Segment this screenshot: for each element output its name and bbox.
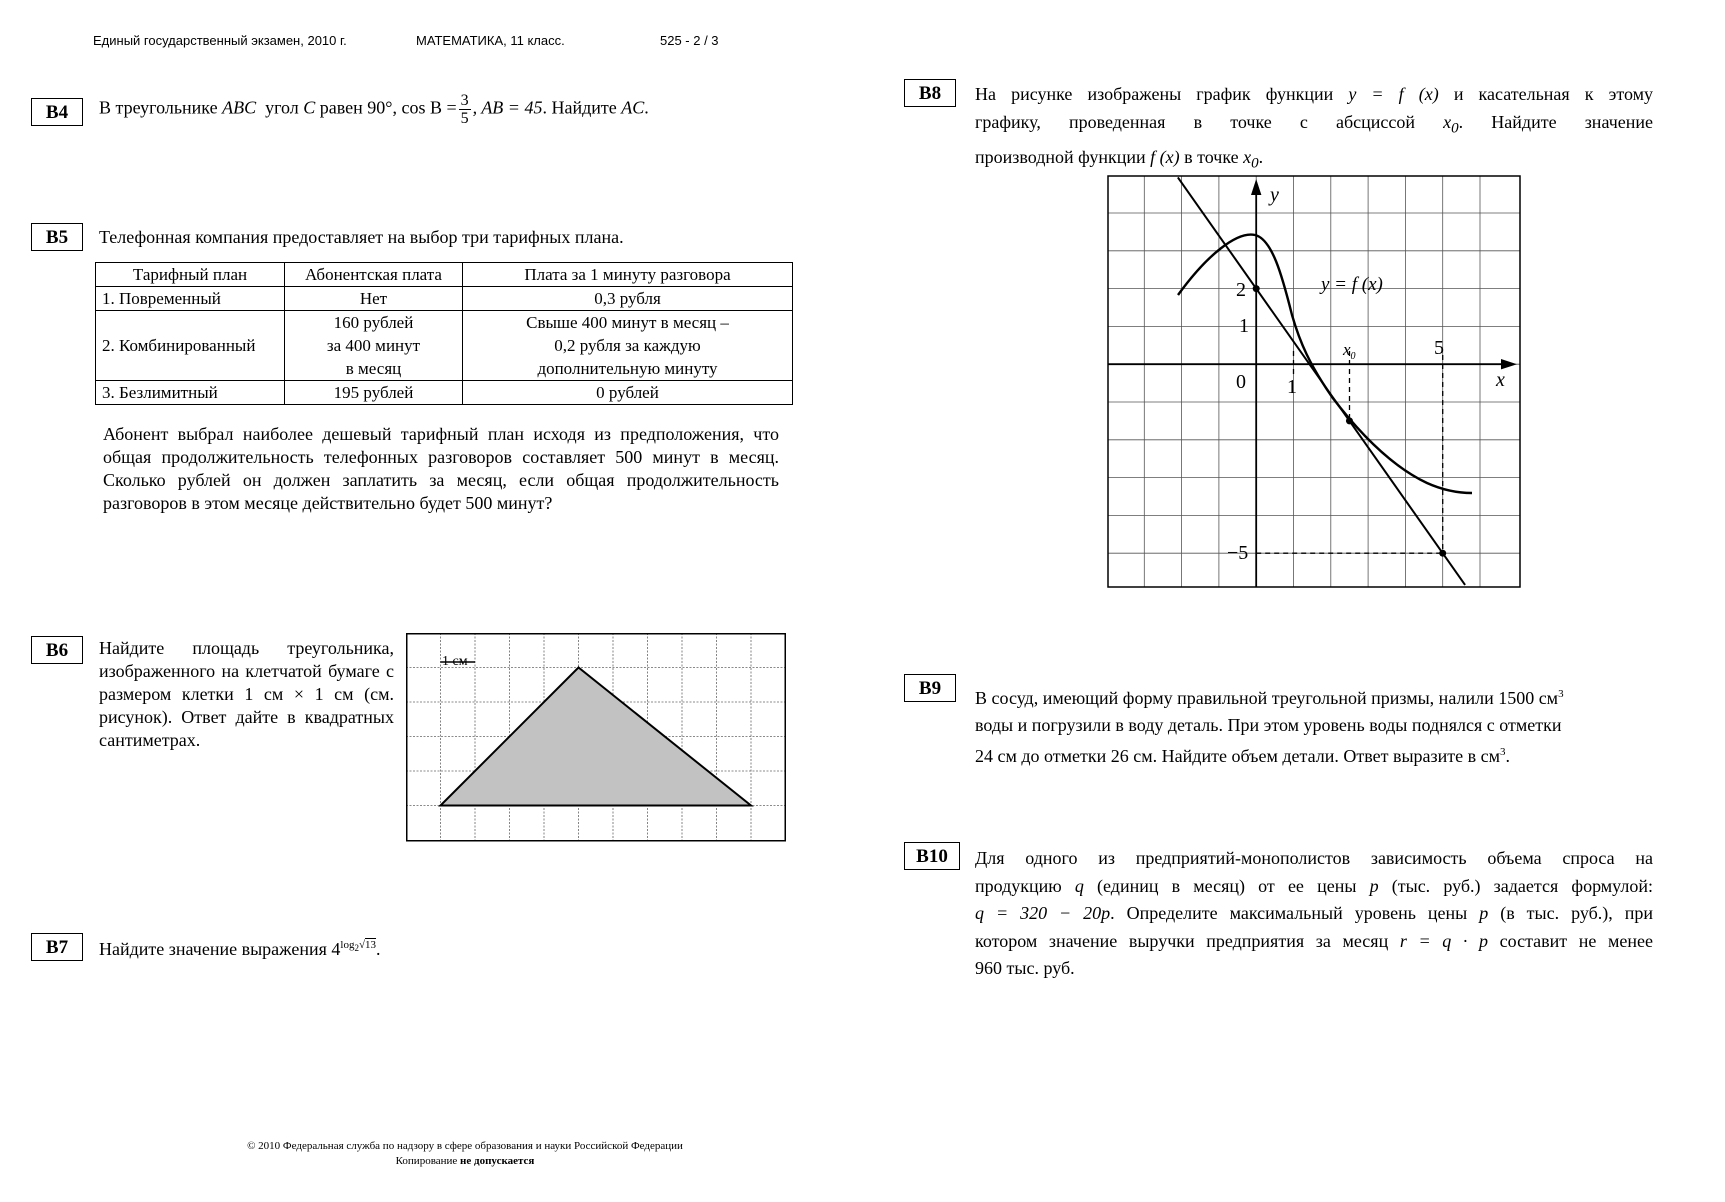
table-cell: 2. Комбинированный [96,311,285,381]
b7-expression: $4^{log_2√13}$ [331,939,377,959]
b10-line: 960 тыс. руб. [975,958,1075,978]
exam-title: Единый государственный экзамен, 2010 г. [93,33,347,48]
b4-text: В треугольнике ABC угол C равен 90°, cos B = $\frac{3}{5}$ , AB = 45. Найдите AC. [99,92,649,127]
graph-border [1108,176,1520,587]
b10-line: Для одного из предприятий-монополистов зависимость объема спроса на [975,848,1653,868]
footer-notice: Копирование не допускается [395,1155,535,1167]
b8-line: графику, проведенная в точке с абсциссой $x_0$. Найдите значение [975,112,1654,137]
cell-line: 0,2 рубля за каждую [554,336,701,355]
table-cell: 3. Безлимитный [96,381,285,405]
question-label-b10: B10 [904,842,960,870]
b8-line: производной функции f (x) в точке $x_0$. [975,146,1264,172]
footer-copyright: © 2010 Федеральная служба по надзору в сфере образования и науки Российской Федерации [247,1140,683,1152]
table-cell [463,311,793,381]
b9-line: воды и погрузили в воду деталь. При этом уровень воды поднялся с отметки [975,715,1562,735]
triangle-grid-figure [406,633,788,843]
table-cell: 195 рублей [285,381,463,405]
graph-labels [1227,184,1505,564]
b6-text: Найдите площадь треугольника, изображенного на клетчатой бумаге с размером клетки 1 см × 1 см (см. рисунок). Ответ дайте в квадратных сантиметрах. [99,638,394,750]
cell-line: в месяц [345,359,402,378]
cell-line: за 400 минут [326,336,421,355]
b10-line: продукцию q (единиц в месяц) от ее цены p (тыс. руб.) задается формулой: [975,875,1654,896]
y-tick-two: 2 [1236,279,1246,301]
function-label: y = f (x) [1321,274,1383,295]
b9-line: 24 см до отметки 26 см. Найдите объем детали. Ответ выразите в $см^3$. [975,746,1511,766]
b7-text: Найдите значение выражения $4^{log_2√13}$. [99,939,381,959]
b10-text [975,845,1653,983]
cell-line: дополнительную минуту [537,359,718,378]
b10-line: q = 320 − 20p. Определите максимальный уровень цены p (в тыс. руб.), при [975,903,1653,923]
x0-label: $x_0$ [1343,340,1356,362]
cell-line: 160 рублей [333,313,414,332]
b4-fraction: $\frac{3}{5}$ [460,92,469,127]
b5-intro: Телефонная компания предоставляет на выбор три тарифных плана. [99,227,624,247]
cell-line: Свыше 400 минут в месяц – [526,313,729,332]
table-cell: 0,3 рубля [463,287,793,311]
graph-grid [1108,176,1520,587]
b8-line: На рисунке изображены график функции y = f (x) и касательная к этому [975,84,1653,104]
tangent-line [1178,177,1465,584]
dashed-guides [1256,351,1443,553]
question-label-b5: B5 [31,223,83,251]
question-label-b6: B6 [31,636,83,664]
table-cell: 1. Повременный [96,287,285,311]
table-cell: 0 рублей [463,381,793,405]
question-label-b9: B9 [904,674,956,702]
x-tick-five: 5 [1434,337,1444,359]
b5-question: Абонент выбрал наиболее дешевый тарифный план исходя из предположения, что общая продолжительность телефонных разговоров составляет 500 минут в месяц. Сколько рублей он должен заплатить за месяц, если общая продолжительность разговоров в этом месяце действительно будет 500 минут? [103,424,779,513]
question-label-b8: B8 [904,79,956,107]
function-graph [1107,175,1525,591]
table-header: Абонентская плата [285,263,463,287]
y-tick-minus-five: −5 [1227,542,1249,564]
table-row [96,381,793,405]
page-number: 525 - 2 / 3 [660,33,719,48]
subject-title: МАТЕМАТИКА, 11 класс. [416,33,565,48]
origin-label: 0 [1236,371,1246,393]
b10-line: котором значение выручки предприятия за месяц r = q · p составит не менее [975,930,1654,951]
tangency-point [1346,417,1353,424]
table-header: Плата за 1 минуту разговора [463,263,793,287]
b8-text [975,80,1653,177]
question-label-b4: B4 [31,98,83,126]
b9-line: В сосуд, имеющий форму правильной треугольной призмы, налили 1500 $см^3$ [975,688,1564,708]
table-cell: Нет [285,287,463,311]
tangent-point-b [1439,550,1446,557]
table-cell [285,311,463,381]
table-row [96,287,793,311]
x-tick-one: 1 [1287,376,1297,398]
y-axis-label: y [1270,184,1279,206]
table-header: Тарифный план [96,263,285,287]
table-header-row [96,263,793,287]
table-row [96,311,793,381]
y-tick-one: 1 [1239,315,1249,337]
tariff-table [95,262,793,405]
x-axis-arrow-icon [1501,359,1517,369]
x-axis-label: x [1496,369,1505,391]
b9-text [975,681,1655,770]
tangent-point-a [1253,285,1260,292]
y-axis-arrow-icon [1251,179,1261,195]
question-label-b7: B7 [31,933,83,961]
scale-label: 1 см [442,654,468,669]
